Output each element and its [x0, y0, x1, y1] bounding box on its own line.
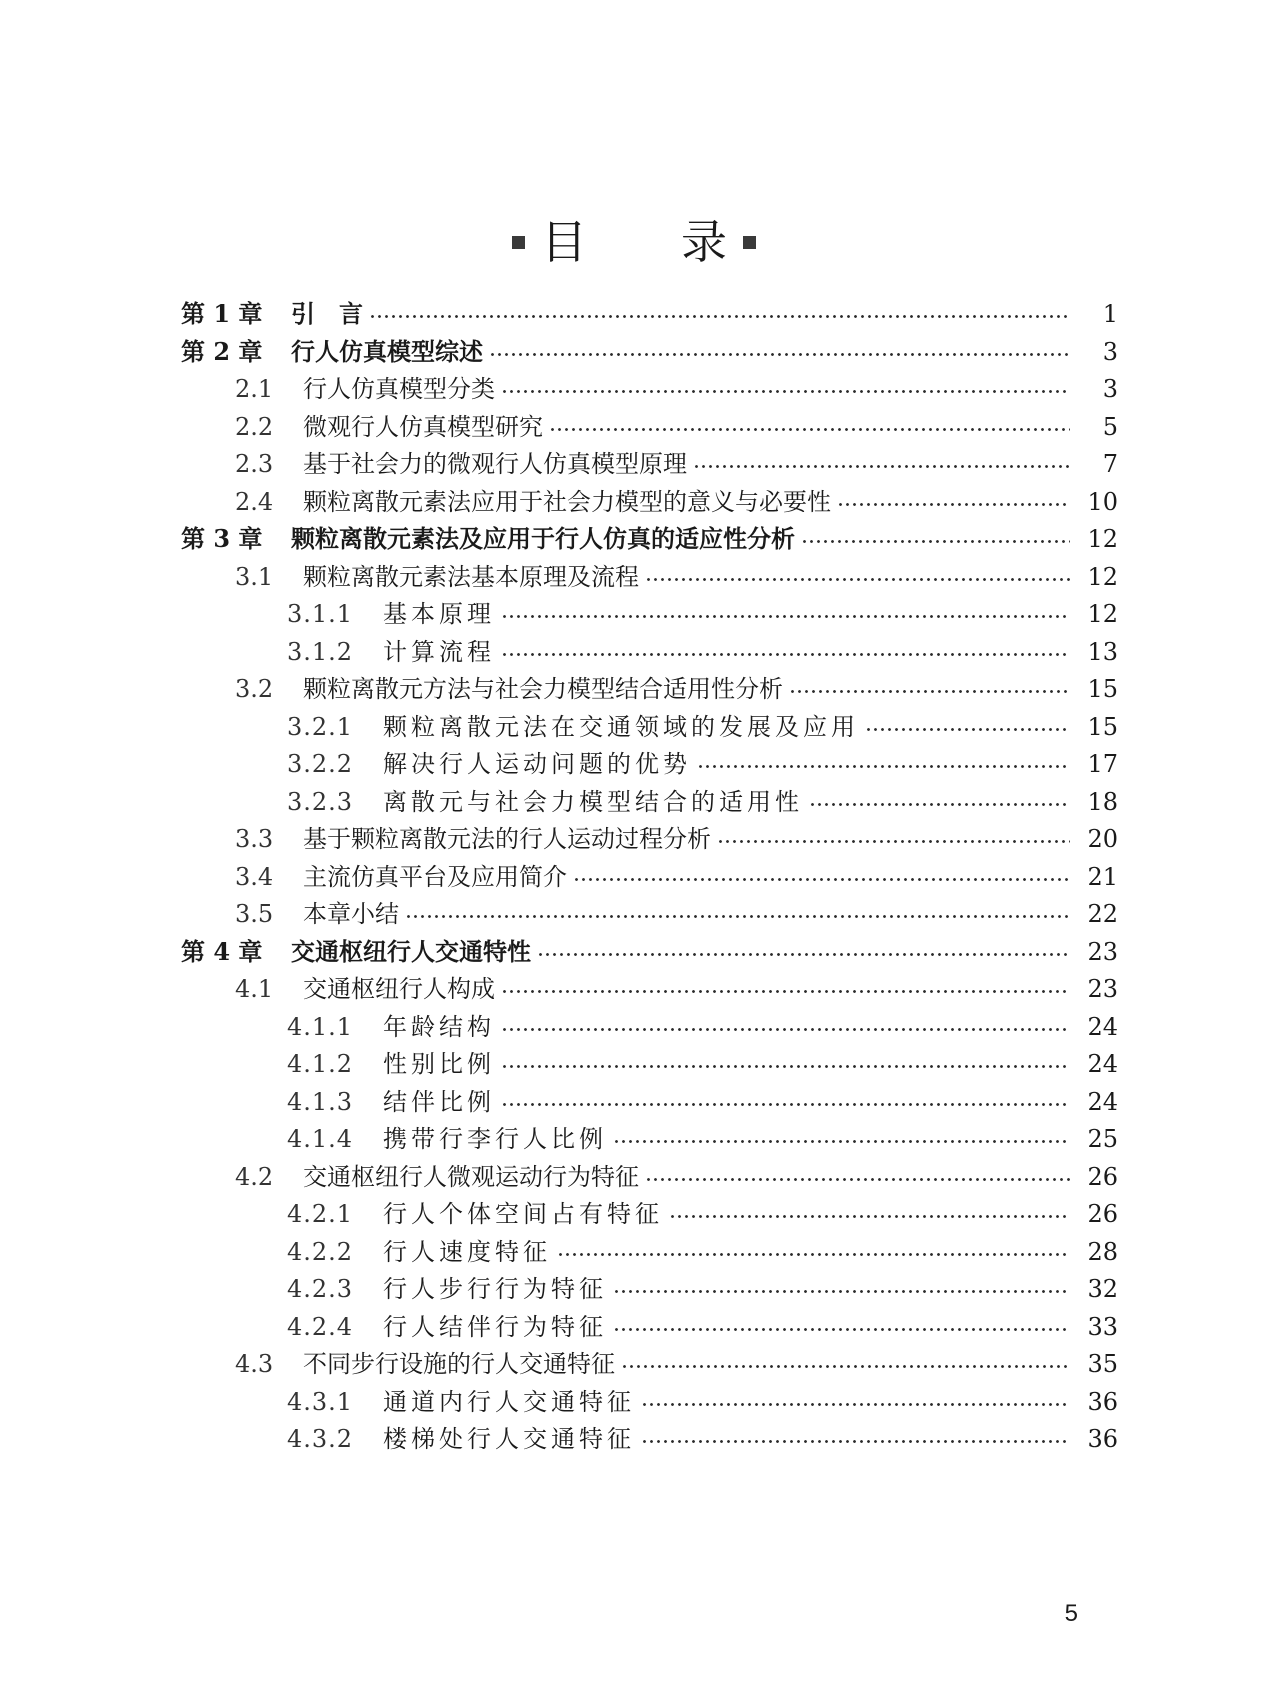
toc-entry[interactable]: [0, 1269, 1268, 1309]
toc-entry-page: 25: [1087, 1125, 1118, 1153]
dot-leader: [613, 1269, 1070, 1309]
toc-entry-number: 4.3: [235, 1350, 274, 1378]
toc-entry-page: 28: [1087, 1238, 1118, 1266]
toc-entry-page: 23: [1087, 938, 1118, 966]
toc-entry-page: 26: [1087, 1200, 1118, 1228]
toc-entry-number: 4.1.1: [287, 1013, 354, 1041]
toc-entry-number: 3.2.2: [287, 750, 354, 778]
title-char-1: 目: [541, 215, 587, 269]
dot-leader: [837, 482, 1070, 522]
toc-entry-number: 4.1.3: [287, 1088, 354, 1116]
toc-entry-page: 12: [1087, 600, 1118, 628]
toc-entry-number: 第 2 章: [181, 337, 263, 366]
toc-entry-page: 36: [1087, 1425, 1118, 1453]
toc-entry-number: 3.4: [235, 863, 274, 891]
dot-leader: [697, 744, 1070, 784]
toc-entry-page: 20: [1087, 825, 1118, 853]
dot-leader: [669, 1194, 1070, 1234]
toc-entry[interactable]: [0, 1307, 1268, 1347]
toc-entry[interactable]: [0, 294, 1268, 334]
toc-entry[interactable]: [0, 669, 1268, 709]
toc-entry-label: 基本原理: [383, 600, 495, 628]
toc-entry[interactable]: [0, 1119, 1268, 1159]
dot-leader: [717, 819, 1070, 859]
toc-entry-page: 18: [1087, 788, 1118, 816]
title-square-left: [512, 236, 525, 249]
toc-entry[interactable]: [0, 407, 1268, 447]
toc-entry[interactable]: [0, 1194, 1268, 1234]
toc-entry-number: 2.4: [235, 488, 274, 516]
toc-entry-number: 3.1.1: [287, 600, 354, 628]
title-char-2: 录: [681, 215, 727, 269]
toc-entry-label: 颗粒离散元方法与社会力模型结合适用性分析: [303, 675, 783, 703]
toc-entry-number: 3.1: [235, 563, 274, 591]
toc-entry-number: 4.1.2: [287, 1050, 354, 1078]
dot-leader: [501, 632, 1070, 672]
toc-entry-label: 不同步行设施的行人交通特征: [303, 1350, 615, 1378]
dot-leader: [369, 294, 1070, 334]
toc-entry-page: 32: [1087, 1275, 1118, 1303]
toc-entry-number: 3.5: [235, 900, 274, 928]
toc-entry-page: 3: [1102, 375, 1118, 403]
toc-entry[interactable]: [0, 557, 1268, 597]
dot-leader: [405, 894, 1070, 934]
toc-entry-label: 颗粒离散元素法基本原理及流程: [303, 563, 639, 591]
toc-entry[interactable]: [0, 932, 1268, 972]
toc-entry-label: 行人结伴行为特征: [383, 1313, 607, 1341]
dot-leader: [549, 407, 1070, 447]
toc-entry[interactable]: [0, 1344, 1268, 1384]
toc-entry-label: 行人仿真模型综述: [291, 338, 483, 366]
toc-entry-number: 3.3: [235, 825, 274, 853]
toc-entry-number: 2.1: [235, 375, 274, 403]
toc-entry-page: 35: [1087, 1350, 1118, 1378]
dot-leader: [501, 594, 1070, 634]
dot-leader: [573, 857, 1070, 897]
toc-entry-page: 36: [1087, 1388, 1118, 1416]
toc-entry-number: 3.2: [235, 675, 274, 703]
dot-leader: [641, 1419, 1070, 1459]
toc-entry-page: 23: [1087, 975, 1118, 1003]
toc-entry[interactable]: [0, 444, 1268, 484]
toc-entry-label: 微观行人仿真模型研究: [303, 413, 543, 441]
toc-entry[interactable]: [0, 1044, 1268, 1084]
dot-leader: [693, 444, 1070, 484]
toc-entry[interactable]: [0, 519, 1268, 559]
toc-entry-number: 4.3.2: [287, 1425, 354, 1453]
toc-entry-number: 2.2: [235, 413, 274, 441]
toc-entry-label: 行人步行行为特征: [383, 1275, 607, 1303]
toc-entry-label: 年龄结构: [383, 1013, 495, 1041]
toc-entry-page: 17: [1087, 750, 1118, 778]
toc-entry[interactable]: [0, 1157, 1268, 1197]
toc-entry-label: 引 言: [291, 300, 363, 328]
toc-entry[interactable]: [0, 1082, 1268, 1122]
toc-entry-number: 4.2.1: [287, 1200, 354, 1228]
toc-entry[interactable]: [0, 1232, 1268, 1272]
toc-entry[interactable]: [0, 744, 1268, 784]
dot-leader: [801, 519, 1070, 559]
dot-leader: [557, 1232, 1070, 1272]
toc-entry-page: 22: [1087, 900, 1118, 928]
toc-entry-label: 结伴比例: [383, 1088, 495, 1116]
toc-entry[interactable]: [0, 894, 1268, 934]
toc-entry-label: 行人速度特征: [383, 1238, 551, 1266]
toc-entry-number: 第 3 章: [181, 524, 263, 553]
toc-entry-number: 3.1.2: [287, 638, 354, 666]
toc-entry-label: 行人仿真模型分类: [303, 375, 495, 403]
toc-entry[interactable]: [0, 1419, 1268, 1459]
dot-leader: [501, 1044, 1070, 1084]
toc-entry[interactable]: [0, 782, 1268, 822]
toc-entry-page: 15: [1087, 713, 1118, 741]
dot-leader: [613, 1307, 1070, 1347]
toc-entry-page: 26: [1087, 1163, 1118, 1191]
toc-entry-page: 13: [1087, 638, 1118, 666]
toc-entry-label: 离散元与社会力模型结合的适用性: [383, 788, 803, 816]
toc-entry-label: 交通枢纽行人交通特性: [291, 938, 531, 966]
toc-entry-number: 4.2.4: [287, 1313, 354, 1341]
toc-entry[interactable]: [0, 707, 1268, 747]
toc-entry-number: 第 1 章: [181, 299, 263, 328]
dot-leader: [501, 1007, 1070, 1047]
dot-leader: [489, 332, 1070, 372]
toc-entry[interactable]: [0, 482, 1268, 522]
toc-entry[interactable]: [0, 857, 1268, 897]
dot-leader: [809, 782, 1070, 822]
dot-leader: [641, 1382, 1070, 1422]
toc-entry-label: 携带行李行人比例: [383, 1125, 607, 1153]
toc-entry-label: 性别比例: [383, 1050, 495, 1078]
toc-entry-page: 12: [1087, 525, 1118, 553]
toc-entry-label: 行人个体空间占有特征: [383, 1200, 663, 1228]
toc-entry-label: 通道内行人交通特征: [383, 1388, 635, 1416]
toc-entry[interactable]: [0, 594, 1268, 634]
toc-entry-label: 解决行人运动问题的优势: [383, 750, 691, 778]
toc-entry-label: 本章小结: [303, 900, 399, 928]
toc-entry-page: 21: [1087, 863, 1118, 891]
toc-entry-number: 4.1.4: [287, 1125, 354, 1153]
toc-entry-page: 33: [1087, 1313, 1118, 1341]
toc-entry[interactable]: [0, 819, 1268, 859]
toc-entry[interactable]: [0, 369, 1268, 409]
toc-entry-label: 基于颗粒离散元法的行人运动过程分析: [303, 825, 711, 853]
dot-leader: [501, 969, 1070, 1009]
toc-entry-number: 4.2.3: [287, 1275, 354, 1303]
toc-entry-page: 15: [1087, 675, 1118, 703]
dot-leader: [501, 369, 1070, 409]
page-title: [0, 214, 1268, 270]
toc-entry-number: 第 4 章: [181, 937, 263, 966]
toc-entry-number: 3.2.3: [287, 788, 354, 816]
toc-entry-page: 24: [1087, 1088, 1118, 1116]
toc-entry-number: 4.3.1: [287, 1388, 354, 1416]
toc-entry-label: 交通枢纽行人微观运动行为特征: [303, 1163, 639, 1191]
toc-entry-page: 10: [1087, 488, 1118, 516]
toc-entry-label: 计算流程: [383, 638, 495, 666]
dot-leader: [789, 669, 1070, 709]
dot-leader: [501, 1082, 1070, 1122]
toc-entry-page: 7: [1102, 450, 1118, 478]
dot-leader: [621, 1344, 1070, 1384]
toc-entry-page: 24: [1087, 1013, 1118, 1041]
toc-entry-label: 颗粒离散元素法应用于社会力模型的意义与必要性: [303, 488, 831, 516]
toc-entry-label: 楼梯处行人交通特征: [383, 1425, 635, 1453]
page-number: 5: [1064, 1600, 1078, 1627]
toc-entry-label: 颗粒离散元法在交通领域的发展及应用: [383, 713, 859, 741]
toc-entry-number: 3.2.1: [287, 713, 354, 741]
toc-entry-page: 24: [1087, 1050, 1118, 1078]
toc-entry-number: 4.1: [235, 975, 274, 1003]
toc-entry-number: 4.2: [235, 1163, 274, 1191]
toc-entry[interactable]: [0, 969, 1268, 1009]
dot-leader: [537, 932, 1070, 972]
toc-entry[interactable]: [0, 632, 1268, 672]
toc-entry-label: 颗粒离散元素法及应用于行人仿真的适应性分析: [291, 525, 795, 553]
dot-leader: [645, 557, 1070, 597]
toc-entry-label: 主流仿真平台及应用简介: [303, 863, 567, 891]
toc-entry-page: 3: [1102, 338, 1118, 366]
toc-entry[interactable]: [0, 1007, 1268, 1047]
toc-entry-number: 2.3: [235, 450, 274, 478]
dot-leader: [613, 1119, 1070, 1159]
toc-entry-number: 4.2.2: [287, 1238, 354, 1266]
toc-entry-page: 5: [1102, 413, 1118, 441]
toc-entry-page: 1: [1102, 300, 1118, 328]
toc-entry[interactable]: [0, 1382, 1268, 1422]
toc-entry-label: 交通枢纽行人构成: [303, 975, 495, 1003]
title-square-right: [743, 236, 756, 249]
toc-entry-page: 12: [1087, 563, 1118, 591]
toc-entry-label: 基于社会力的微观行人仿真模型原理: [303, 450, 687, 478]
dot-leader: [865, 707, 1070, 747]
toc-entry[interactable]: [0, 332, 1268, 372]
dot-leader: [645, 1157, 1070, 1197]
